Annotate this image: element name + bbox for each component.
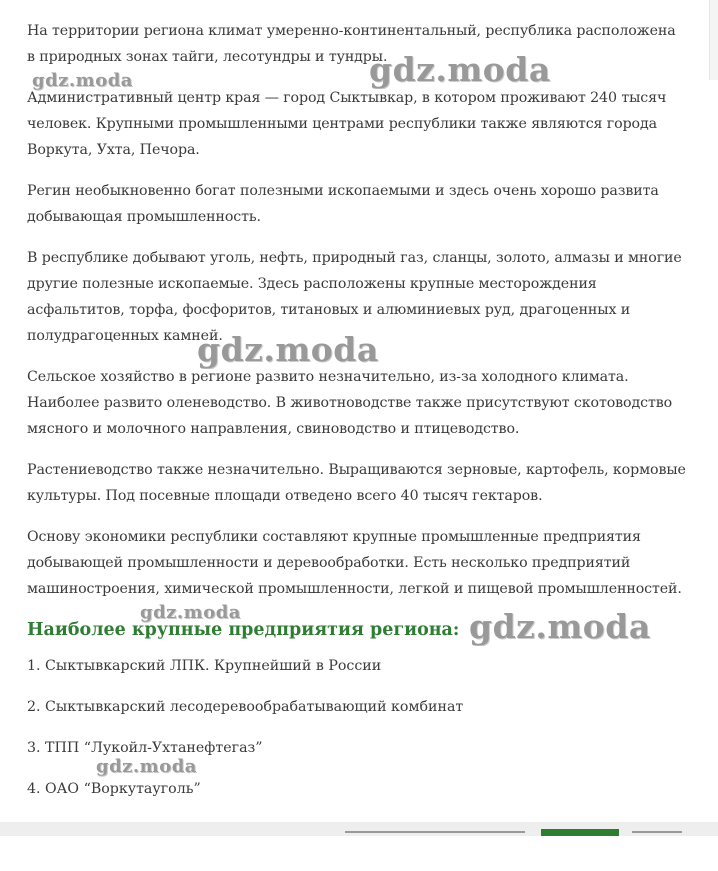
- paragraph-agriculture: Сельское хозяйство в регионе развито незначительно, из-за холодного климата. Наиболее развито оленеводство. В животноводстве также присутствуют скотоводство мясного и молочного направления, свиноводство и птицеводство.: [27, 369, 673, 437]
- article-body: [27, 18, 687, 817]
- bottom-navigation-bar: [0, 822, 718, 836]
- section-heading-enterprises: Наиболее крупные предприятия региона:: [27, 620, 460, 640]
- paragraph-resources: Регин необыкновенно богат полезными ископаемыми и здесь очень хорошо развита добывающая промышленность.: [27, 183, 659, 225]
- watermark: gdz.moda: [32, 70, 133, 91]
- watermark: gdz.moda: [469, 607, 651, 646]
- scrollbar-edge[interactable]: [709, 0, 718, 80]
- list-item: 2. Сыктывкарский лесодеревообрабатывающий комбинат: [27, 699, 464, 715]
- paragraph-climate: На территории региона климат умеренно-континентальный, республика расположена в природных зонах тайги, лесотундры и тундры.: [27, 23, 676, 65]
- list-item: 1. Сыктывкарский ЛПК. Крупнейший в России: [27, 658, 382, 674]
- paragraph-mining: В республике добывают уголь, нефть, природный газ, сланцы, золото, алмазы и многие другие полезные ископаемые. Здесь расположены крупные месторождения асфальтитов, торфа, фосфоритов, титановых и алюминиевых руд, драгоценных и полудрагоценных камней.: [27, 250, 682, 344]
- watermark: gdz.moda: [197, 330, 379, 369]
- nav-link-partial[interactable]: [632, 831, 682, 833]
- watermark: gdz.moda: [140, 602, 241, 623]
- next-button[interactable]: [541, 829, 619, 836]
- list-item: 4. ОАО “Воркутауголь”: [27, 781, 201, 797]
- list-item: 3. ТПП “Лукойл-Ухтанефтегаз”: [27, 740, 263, 756]
- paragraph-crops: Растениеводство также незначительно. Выращиваются зерновые, картофель, кормовые культуры. Под посевные площади отведено всего 40 тысяч гектаров.: [27, 462, 686, 504]
- paragraph-economy: Основу экономики республики составляют крупные промышленные предприятия добывающей промышленности и деревообработки. Есть несколько предприятий машиностроения, химической промышленности, легкой и пищевой промышленностей.: [27, 529, 682, 597]
- paragraph-capital: Административный центр края — город Сыктывкар, в котором проживают 240 тысяч человек. Крупными промышленными центрами республики также являются города Воркута, Ухта, Печора.: [27, 90, 667, 158]
- watermark: gdz.moda: [96, 756, 197, 777]
- nav-link-partial[interactable]: [345, 831, 525, 833]
- watermark: gdz.moda: [369, 50, 551, 89]
